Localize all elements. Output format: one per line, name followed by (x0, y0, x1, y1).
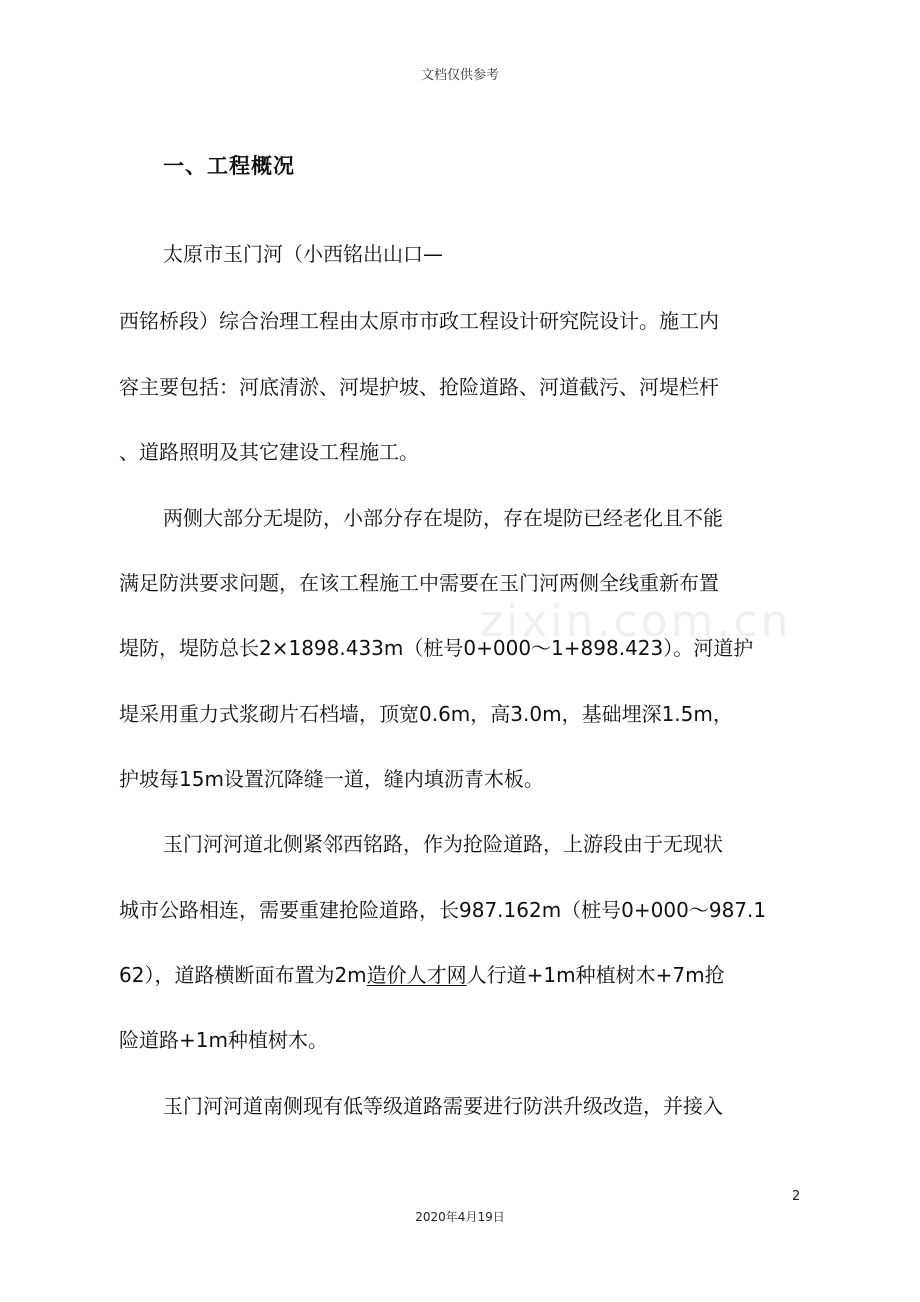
paragraph-line: 险道路+1m种植树木。 (119, 1028, 328, 1052)
paragraph-line: 满足防洪要求问题，在该工程施工中需要在玉门河两侧全线重新布置 (119, 571, 719, 595)
paragraph-line: 、道路照明及其它建设工程施工。 (119, 440, 419, 464)
paragraph-line: 玉门河河道北侧紧邻西铭路，作为抢险道路，上游段由于无现状 (163, 832, 723, 856)
page-footer-date: 2020年4月19日 (415, 1210, 505, 1224)
paragraph-line: 堤防，堤防总长2×1898.433m（桩号0+000～1+898.423）。河道护 (119, 636, 754, 660)
page-header: 文档仅供参考 (420, 68, 499, 83)
paragraph-line: 城市公路相连，需要重建抢险道路，长987.162m（桩号0+000～987.1 (119, 898, 767, 922)
section-heading: 一、工程概况 (163, 154, 295, 178)
paragraph-line: 玉门河河道南侧现有低等级道路需要进行防洪升级改造，并接入 (163, 1094, 723, 1118)
paragraph-line: 两侧大部分无堤防，小部分存在堤防，存在堤防已经老化且不能 (163, 506, 723, 530)
page-number: 2 (792, 1189, 801, 1204)
paragraph-line (119, 961, 725, 989)
paragraph-line: 西铭桥段）综合治理工程由太原市市政工程设计研究院设计。施工内 (119, 309, 719, 333)
watermark: zixin.com.cn (480, 596, 792, 647)
line-text: 人行道+1m种植树木+7m抢 (466, 963, 725, 987)
paragraph-line: 太原市玉门河（小西铭出山口— (163, 242, 443, 266)
paragraph-line: 堤采用重力式浆砌片石档墙，顶宽0.6m，高3.0m，基础埋深1.5m， (119, 702, 733, 726)
site-link[interactable]: 造价人才网 (366, 963, 467, 987)
paragraph-line: 护坡每15m设置沉降缝一道，缝内填沥青木板。 (119, 767, 544, 791)
paragraph-line: 容主要包括：河底清淤、河堤护坡、抢险道路、河道截污、河堤栏杆 (119, 375, 719, 399)
line-text: 62），道路横断面布置为2m (119, 963, 367, 987)
